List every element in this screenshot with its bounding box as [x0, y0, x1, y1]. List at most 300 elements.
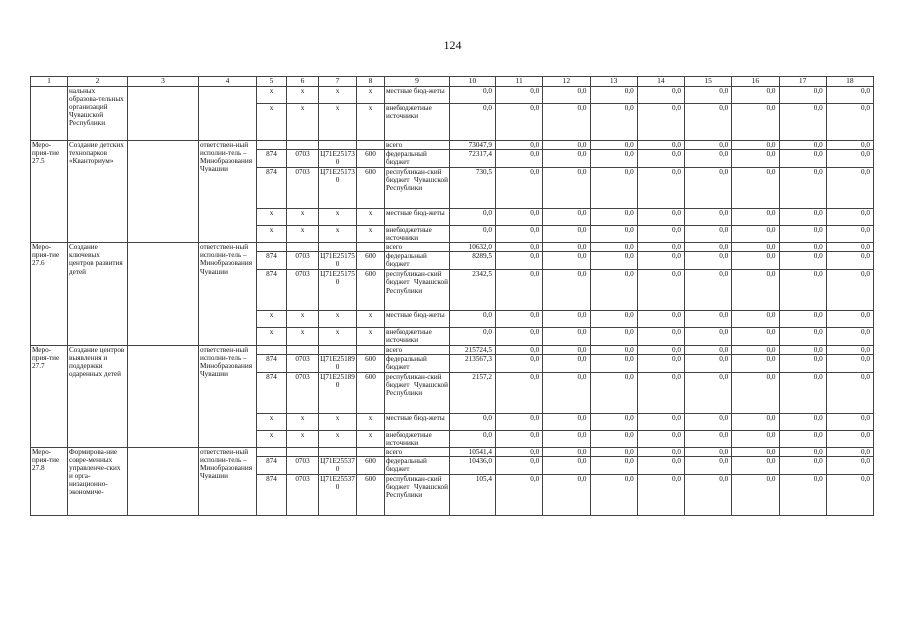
year-value-cell: 0,0: [590, 413, 637, 430]
rzpr-cell: 0703: [287, 150, 319, 168]
csr-cell: x: [319, 226, 357, 243]
grbs-cell: x: [257, 226, 287, 243]
column-header: 1: [31, 77, 68, 87]
csr-cell: [319, 447, 357, 456]
vr-cell: x: [357, 87, 385, 104]
year-value-cell: 0,0: [637, 372, 684, 413]
year-value-cell: 0,0: [543, 311, 590, 328]
year-value-cell: 0,0: [496, 430, 543, 447]
column-header: 18: [826, 77, 873, 87]
grbs-cell: x: [257, 209, 287, 226]
year-value-cell: 0,0: [779, 328, 826, 345]
vr-cell: x: [357, 104, 385, 141]
col3-cell: [128, 345, 199, 447]
measure-label-cell: Меро-прия-тие 27.5: [31, 141, 68, 243]
year-value-cell: 0,0: [496, 87, 543, 104]
year-value-cell: 0,0: [496, 413, 543, 430]
year-value-cell: 0,0: [590, 252, 637, 270]
grbs-cell: 874: [257, 474, 287, 515]
vr-cell: 600: [357, 270, 385, 311]
column-header: 12: [543, 77, 590, 87]
year-value-cell: 0,0: [590, 141, 637, 150]
grbs-cell: 874: [257, 372, 287, 413]
grbs-cell: [257, 345, 287, 354]
table-row: [31, 77, 874, 87]
vr-cell: 600: [357, 168, 385, 209]
total-cell: 213567,3: [450, 354, 496, 372]
year-value-cell: 0,0: [590, 168, 637, 209]
csr-cell: x: [319, 430, 357, 447]
table-row: [31, 87, 874, 104]
year-value-cell: 0,0: [685, 413, 732, 430]
rzpr-cell: 0703: [287, 168, 319, 209]
year-value-cell: 0,0: [637, 328, 684, 345]
csr-cell: Ц71Е251890: [319, 372, 357, 413]
year-value-cell: 0,0: [685, 226, 732, 243]
year-value-cell: 0,0: [826, 243, 873, 252]
year-value-cell: 0,0: [590, 311, 637, 328]
col3-cell: [128, 141, 199, 243]
csr-cell: Ц71Е251890: [320, 354, 355, 371]
year-value-cell: 0,0: [732, 226, 779, 243]
year-value-cell: 0,0: [496, 474, 543, 515]
grbs-cell: x: [257, 328, 287, 345]
year-value-cell: 0,0: [637, 413, 684, 430]
year-value-cell: 0,0: [590, 87, 637, 104]
rzpr-cell: x: [287, 413, 319, 430]
year-value-cell: 0,0: [543, 168, 590, 209]
csr-cell: x: [319, 413, 357, 430]
total-cell: 0,0: [450, 209, 496, 226]
year-value-cell: 0,0: [496, 226, 543, 243]
year-value-cell: 0,0: [732, 104, 779, 141]
vr-cell: x: [357, 209, 385, 226]
year-value-cell: 0,0: [826, 354, 873, 372]
year-value-cell: 0,0: [637, 209, 684, 226]
responsible-cell: ответствен-ный исполни-тель – Минобразования Чувашии: [199, 447, 257, 515]
csr-cell: x: [319, 311, 357, 328]
responsible-cell: ответствен-ный исполни-тель – Минобразования Чувашии: [199, 243, 257, 345]
vr-cell: [357, 345, 385, 354]
year-value-cell: 0,0: [779, 243, 826, 252]
year-value-cell: 0,0: [826, 150, 873, 168]
total-cell: 0,0: [450, 87, 496, 104]
year-value-cell: 0,0: [779, 141, 826, 150]
measure-name-cell: нальных образова-тельных организаций Чувашской Республики: [68, 87, 128, 141]
csr-cell: x: [319, 87, 357, 104]
year-value-cell: 0,0: [826, 311, 873, 328]
measure-name-cell: Создание центров выявления и поддержки одаренных детей: [68, 345, 128, 447]
year-value-cell: 0,0: [779, 168, 826, 209]
csr-cell: x: [319, 104, 357, 141]
responsible-cell: [199, 87, 257, 141]
rzpr-cell: [287, 447, 319, 456]
year-value-cell: 0,0: [732, 168, 779, 209]
column-header: 8: [357, 77, 385, 87]
year-value-cell: 0,0: [590, 345, 637, 354]
year-value-cell: 0,0: [826, 87, 873, 104]
year-value-cell: 0,0: [826, 328, 873, 345]
csr-cell: Ц71Е255370: [320, 456, 355, 474]
table-row: [31, 447, 874, 456]
vr-cell: x: [357, 311, 385, 328]
measure-name-cell: Создание ключевых центров развития детей: [68, 243, 128, 345]
year-value-cell: 0,0: [826, 141, 873, 150]
total-cell: 730,5: [450, 168, 496, 209]
year-value-cell: 0,0: [685, 447, 732, 456]
year-value-cell: 0,0: [685, 328, 732, 345]
year-value-cell: 0,0: [590, 226, 637, 243]
year-value-cell: 0,0: [590, 354, 637, 372]
year-value-cell: 0,0: [732, 456, 779, 474]
rzpr-cell: x: [287, 209, 319, 226]
year-value-cell: 0,0: [779, 372, 826, 413]
year-value-cell: 0,0: [543, 104, 590, 141]
year-value-cell: 0,0: [543, 354, 590, 372]
funding-source-cell: республикан-ский бюджет Чувашской Республики: [385, 168, 450, 209]
year-value-cell: 0,0: [779, 150, 826, 168]
year-value-cell: 0,0: [732, 354, 779, 372]
year-value-cell: 0,0: [637, 447, 684, 456]
funding-source-cell: местные бюд-жеты: [385, 209, 450, 226]
csr-cell: Ц71Е251730: [319, 168, 357, 209]
page-number: 124: [443, 38, 462, 52]
vr-cell: 600: [357, 150, 385, 168]
funding-source-cell: федеральный бюджет: [385, 354, 450, 372]
year-value-cell: 0,0: [637, 474, 684, 515]
rzpr-cell: [287, 243, 319, 252]
year-value-cell: 0,0: [496, 345, 543, 354]
year-value-cell: 0,0: [496, 372, 543, 413]
measure-label-cell: [31, 87, 68, 141]
year-value-cell: 0,0: [685, 474, 732, 515]
year-value-cell: 0,0: [732, 430, 779, 447]
rzpr-cell: x: [287, 311, 319, 328]
vr-cell: 600: [357, 474, 385, 515]
vr-cell: 600: [357, 252, 385, 270]
total-cell: 73047,9: [450, 141, 496, 150]
measure-label-cell: Меро-прия-тие 27.8: [31, 447, 68, 515]
year-value-cell: 0,0: [543, 270, 590, 311]
year-value-cell: 0,0: [637, 252, 684, 270]
vr-cell: 600: [357, 456, 385, 474]
grbs-cell: [257, 447, 287, 456]
csr-cell: x: [319, 328, 357, 345]
year-value-cell: 0,0: [590, 328, 637, 345]
total-cell: 0,0: [450, 104, 496, 141]
total-cell: 0,0: [450, 328, 496, 345]
year-value-cell: 0,0: [779, 270, 826, 311]
year-value-cell: 0,0: [779, 345, 826, 354]
year-value-cell: 0,0: [496, 168, 543, 209]
year-value-cell: 0,0: [685, 243, 732, 252]
year-value-cell: 0,0: [685, 141, 732, 150]
column-header: 14: [637, 77, 684, 87]
funding-source-cell: местные бюд-жеты: [385, 413, 450, 430]
column-header: 7: [319, 77, 357, 87]
grbs-cell: [257, 141, 287, 150]
year-value-cell: 0,0: [779, 104, 826, 141]
year-value-cell: 0,0: [496, 141, 543, 150]
year-value-cell: 0,0: [637, 354, 684, 372]
column-header: 5: [257, 77, 287, 87]
year-value-cell: 0,0: [685, 209, 732, 226]
year-value-cell: 0,0: [496, 150, 543, 168]
year-value-cell: 0,0: [685, 252, 732, 270]
year-value-cell: 0,0: [590, 104, 637, 141]
table-row: [31, 243, 874, 252]
year-value-cell: 0,0: [685, 456, 732, 474]
funding-source-cell: внебюджетные источники: [385, 226, 450, 243]
rzpr-cell: x: [287, 328, 319, 345]
total-cell: 10436,0: [450, 456, 496, 474]
vr-cell: 600: [357, 354, 385, 372]
total-cell: 105,4: [450, 474, 496, 515]
year-value-cell: 0,0: [826, 430, 873, 447]
year-value-cell: 0,0: [779, 430, 826, 447]
year-value-cell: 0,0: [543, 372, 590, 413]
grbs-cell: 874: [257, 270, 287, 311]
year-value-cell: 0,0: [779, 456, 826, 474]
csr-cell: Ц71Е251750: [319, 270, 357, 311]
responsible-cell: ответствен-ный исполни-тель – Минобразования Чувашии: [199, 141, 257, 243]
year-value-cell: 0,0: [779, 447, 826, 456]
year-value-cell: 0,0: [732, 270, 779, 311]
year-value-cell: 0,0: [732, 474, 779, 515]
year-value-cell: 0,0: [732, 252, 779, 270]
year-value-cell: 0,0: [496, 447, 543, 456]
grbs-cell: x: [257, 87, 287, 104]
column-header: 17: [779, 77, 826, 87]
rzpr-cell: [287, 345, 319, 354]
total-cell: 2157,2: [450, 372, 496, 413]
year-value-cell: 0,0: [637, 311, 684, 328]
year-value-cell: 0,0: [637, 168, 684, 209]
budget-table: [30, 76, 874, 516]
year-value-cell: 0,0: [496, 209, 543, 226]
year-value-cell: 0,0: [732, 141, 779, 150]
total-cell: 10541,4: [450, 447, 496, 456]
column-header: 16: [732, 77, 779, 87]
measure-name-cell: Формирова-ние совре-менных управленче-ских и орга-низационно-экономиче-: [68, 447, 128, 515]
year-value-cell: 0,0: [496, 252, 543, 270]
year-value-cell: 0,0: [637, 104, 684, 141]
year-value-cell: 0,0: [590, 456, 637, 474]
year-value-cell: 0,0: [496, 104, 543, 141]
year-value-cell: 0,0: [826, 168, 873, 209]
year-value-cell: 0,0: [543, 150, 590, 168]
year-value-cell: 0,0: [685, 354, 732, 372]
funding-source-cell: республикан-ский бюджет Чувашской Республики: [385, 372, 450, 413]
year-value-cell: 0,0: [637, 150, 684, 168]
funding-source-cell: внебюджетные источники: [385, 104, 450, 141]
year-value-cell: 0,0: [637, 243, 684, 252]
year-value-cell: 0,0: [543, 447, 590, 456]
year-value-cell: 0,0: [685, 104, 732, 141]
vr-cell: x: [357, 430, 385, 447]
year-value-cell: 0,0: [685, 150, 732, 168]
total-cell: 10632,0: [450, 243, 496, 252]
year-value-cell: 0,0: [543, 413, 590, 430]
grbs-cell: x: [257, 104, 287, 141]
year-value-cell: 0,0: [496, 328, 543, 345]
funding-source-cell: всего: [385, 447, 450, 456]
rzpr-cell: 0703: [287, 354, 319, 372]
year-value-cell: 0,0: [637, 345, 684, 354]
year-value-cell: 0,0: [779, 354, 826, 372]
csr-cell: [319, 345, 357, 354]
year-value-cell: 0,0: [543, 456, 590, 474]
year-value-cell: 0,0: [543, 243, 590, 252]
year-value-cell: 0,0: [496, 354, 543, 372]
vr-cell: x: [357, 328, 385, 345]
year-value-cell: 0,0: [543, 474, 590, 515]
year-value-cell: 0,0: [826, 413, 873, 430]
year-value-cell: 0,0: [590, 243, 637, 252]
year-value-cell: 0,0: [590, 430, 637, 447]
column-header: 4: [199, 77, 257, 87]
year-value-cell: 0,0: [685, 270, 732, 311]
rzpr-cell: x: [287, 104, 319, 141]
total-cell: 2342,5: [450, 270, 496, 311]
year-value-cell: 0,0: [779, 252, 826, 270]
year-value-cell: 0,0: [732, 413, 779, 430]
funding-source-cell: республикан-ский бюджет Чувашской Республики: [385, 474, 450, 515]
year-value-cell: 0,0: [826, 104, 873, 141]
year-value-cell: 0,0: [826, 456, 873, 474]
column-header: 15: [685, 77, 732, 87]
rzpr-cell: x: [287, 430, 319, 447]
year-value-cell: 0,0: [732, 311, 779, 328]
year-value-cell: 0,0: [732, 372, 779, 413]
year-value-cell: 0,0: [779, 226, 826, 243]
year-value-cell: 0,0: [826, 372, 873, 413]
grbs-cell: 874: [257, 456, 287, 474]
csr-cell: Ц71Е251730: [320, 150, 355, 167]
funding-source-cell: внебюджетные источники: [385, 430, 450, 447]
total-cell: 72317,4: [450, 150, 496, 168]
grbs-cell: [257, 243, 287, 252]
year-value-cell: 0,0: [685, 311, 732, 328]
table-row: [31, 345, 874, 354]
total-cell: 0,0: [450, 430, 496, 447]
total-cell: 0,0: [450, 311, 496, 328]
vr-cell: [357, 141, 385, 150]
vr-cell: x: [357, 413, 385, 430]
grbs-cell: 874: [257, 252, 287, 270]
column-header: 10: [450, 77, 496, 87]
year-value-cell: 0,0: [685, 430, 732, 447]
measure-label-cell: Меро-прия-тие 27.7: [31, 345, 68, 447]
rzpr-cell: 0703: [287, 372, 319, 413]
year-value-cell: 0,0: [543, 141, 590, 150]
year-value-cell: 0,0: [732, 209, 779, 226]
total-cell: 215724,5: [450, 345, 496, 354]
funding-source-cell: всего: [385, 243, 450, 252]
year-value-cell: 0,0: [685, 87, 732, 104]
vr-cell: [357, 243, 385, 252]
funding-source-cell: всего: [385, 141, 450, 150]
year-value-cell: 0,0: [732, 243, 779, 252]
grbs-cell: 874: [257, 354, 287, 372]
year-value-cell: 0,0: [590, 270, 637, 311]
rzpr-cell: 0703: [287, 270, 319, 311]
year-value-cell: 0,0: [496, 270, 543, 311]
year-value-cell: 0,0: [637, 226, 684, 243]
funding-source-cell: внебюджетные источники: [385, 328, 450, 345]
responsible-cell: ответствен-ный исполни-тель – Минобразования Чувашии: [199, 345, 257, 447]
year-value-cell: 0,0: [826, 209, 873, 226]
total-cell: 0,0: [450, 226, 496, 243]
csr-cell: [319, 141, 357, 150]
measure-label-cell: Меро-прия-тие 27.6: [31, 243, 68, 345]
vr-cell: [357, 447, 385, 456]
year-value-cell: 0,0: [732, 345, 779, 354]
year-value-cell: 0,0: [543, 252, 590, 270]
year-value-cell: 0,0: [543, 328, 590, 345]
year-value-cell: 0,0: [496, 311, 543, 328]
rzpr-cell: x: [287, 87, 319, 104]
year-value-cell: 0,0: [543, 430, 590, 447]
year-value-cell: 0,0: [543, 226, 590, 243]
year-value-cell: 0,0: [590, 372, 637, 413]
grbs-cell: 874: [257, 150, 287, 168]
funding-source-cell: всего: [385, 345, 450, 354]
year-value-cell: 0,0: [590, 474, 637, 515]
year-value-cell: 0,0: [496, 243, 543, 252]
year-value-cell: 0,0: [826, 270, 873, 311]
col3-cell: [128, 447, 199, 515]
column-header: 6: [287, 77, 319, 87]
year-value-cell: 0,0: [637, 141, 684, 150]
column-header: 3: [128, 77, 199, 87]
rzpr-cell: x: [287, 226, 319, 243]
grbs-cell: x: [257, 311, 287, 328]
funding-source-cell: федеральный бюджет: [385, 150, 450, 168]
year-value-cell: 0,0: [685, 168, 732, 209]
rzpr-cell: 0703: [287, 456, 319, 474]
grbs-cell: x: [257, 430, 287, 447]
column-header: 13: [590, 77, 637, 87]
column-header: 11: [496, 77, 543, 87]
year-value-cell: 0,0: [543, 345, 590, 354]
col3-cell: [128, 87, 199, 141]
funding-source-cell: республикан-ский бюджет Чувашской Республики: [385, 270, 450, 311]
year-value-cell: 0,0: [826, 474, 873, 515]
total-cell: 8289,5: [450, 252, 496, 270]
csr-cell: Ц71Е251750: [320, 252, 355, 269]
year-value-cell: 0,0: [779, 87, 826, 104]
funding-source-cell: местные бюд-жеты: [385, 311, 450, 328]
rzpr-cell: 0703: [287, 474, 319, 515]
csr-cell: x: [319, 209, 357, 226]
year-value-cell: 0,0: [826, 226, 873, 243]
rzpr-cell: 0703: [287, 252, 319, 270]
year-value-cell: 0,0: [779, 209, 826, 226]
rzpr-cell: [287, 141, 319, 150]
funding-source-cell: местные бюд-жеты: [385, 87, 450, 104]
grbs-cell: 874: [257, 168, 287, 209]
funding-source-cell: федеральный бюджет: [385, 456, 450, 474]
year-value-cell: 0,0: [543, 87, 590, 104]
total-cell: 0,0: [450, 413, 496, 430]
year-value-cell: 0,0: [826, 345, 873, 354]
table-row: [31, 141, 874, 150]
year-value-cell: 0,0: [779, 474, 826, 515]
grbs-cell: x: [257, 413, 287, 430]
year-value-cell: 0,0: [732, 328, 779, 345]
year-value-cell: 0,0: [496, 456, 543, 474]
